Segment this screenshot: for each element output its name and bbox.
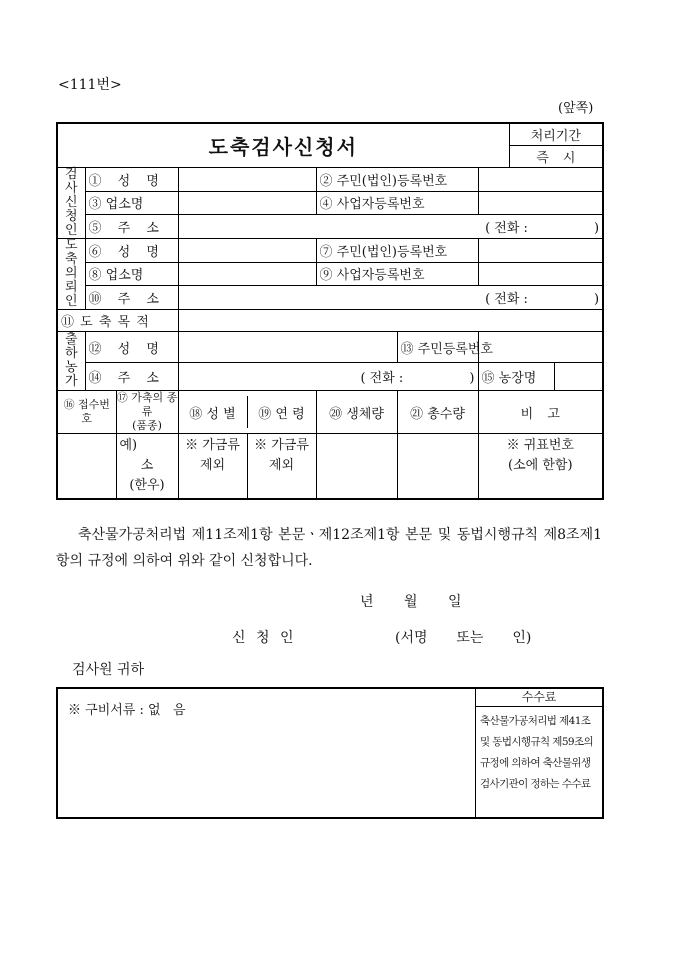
applicant-name-field[interactable] [178, 168, 316, 192]
col-head-count: ㉑ 총수량 [397, 391, 478, 434]
applicant-phone[interactable]: ( 전화 : ) [178, 215, 603, 239]
age-note: ※ 가금류 [254, 438, 309, 453]
requester-reg-no-field[interactable] [478, 239, 603, 263]
farm-owner-name-label: ⑫ 성 명 [85, 332, 178, 363]
col-species-sub: (품종) [132, 419, 162, 432]
col-remarks: 비 고 [478, 391, 603, 434]
col-receipt-no: ⑯ 접수번호 [57, 391, 116, 434]
col-species-label: ⑰ 가축의 종류 [116, 391, 178, 418]
requester-biz-reg-field[interactable] [478, 262, 603, 286]
shipping-farm-label: 출 하 농 가 [57, 332, 85, 391]
applicant-reg-no-field[interactable] [478, 168, 603, 192]
declaration-text [56, 522, 602, 574]
applicant-biz-reg-label: ④ 사업자등록번호 [316, 191, 478, 215]
application-date: 년 월 일 [360, 594, 462, 610]
col-species [116, 391, 178, 434]
sex-note: ※ 가금류 [185, 438, 240, 453]
age-note-2: 제외 [268, 458, 295, 473]
applicant-reg-no-label: ② 주민(법인)등록번호 [316, 168, 478, 192]
processing-period-label: 처리기간 [509, 123, 603, 146]
live-weight-cell[interactable] [316, 434, 397, 500]
declaration-paragraph: 축산물가공처리법 제11조제1항 본문ㆍ제12조제1항 본문 및 동법시행규칙 제8조제1항의 규정에 의하여 위와 같이 신청합니다. [56, 527, 602, 569]
form-number: <111번> [58, 77, 122, 93]
species-example-cell [116, 434, 178, 500]
col-live-weight: ⑳ 생체량 [316, 391, 397, 434]
fee-description: 축산물가공처리법 제41조 및 동법시행규칙 제59조의 규정에 의하여 축산물위생검사기관이 정하는 수수료 [480, 715, 594, 790]
requester-biz-reg-label: ⑨ 사업자등록번호 [316, 262, 478, 286]
requester-business-field[interactable] [178, 262, 316, 286]
sex-note-2: 제외 [199, 458, 226, 473]
farm-address-label: ⑭ 주 소 [85, 363, 178, 391]
receipt-no-cell[interactable] [57, 434, 116, 500]
species-example-breed: (한우) [129, 478, 165, 493]
requester-reg-no-label: ⑦ 주민(법인)등록번호 [316, 239, 478, 263]
farm-owner-name-field[interactable] [178, 332, 397, 363]
species-example-name: 소 [140, 458, 154, 473]
applicant-label: 신 청 인 [232, 630, 294, 646]
farm-owner-reg-no-label: ⑬ 주민등록번호 [397, 332, 478, 363]
requester-name-label: ⑥ 성 명 [85, 239, 178, 263]
slaughter-purpose-field[interactable] [178, 310, 603, 332]
fee-title: 수수료 [476, 689, 602, 707]
addressee: 검사원 귀하 [72, 662, 145, 678]
sex-example-cell [179, 434, 248, 498]
requester-phone[interactable]: ( 전화 : ) [178, 286, 603, 310]
applicant-address-label: ⑤ 주 소 [85, 215, 178, 239]
slaughter-purpose-label: ⑪ 도 축 목 적 [57, 310, 178, 332]
col-sex-age [178, 391, 316, 434]
required-documents: ※ 구비서류 : 없 음 [68, 703, 186, 718]
application-form-table [56, 122, 604, 500]
species-example-prefix: 예) [119, 438, 138, 453]
applicant-name-label: ① 성 명 [85, 168, 178, 192]
age-example-cell [248, 434, 316, 498]
farm-phone[interactable]: ( 전화 : ) [178, 363, 478, 391]
remarks-note-2: (소에 한함) [508, 458, 573, 473]
attachments-box [56, 687, 604, 819]
head-count-cell[interactable] [397, 434, 478, 500]
form-title: 도축검사신청서 [57, 123, 509, 168]
signature-label: (서명 또는 인) [395, 630, 532, 646]
farm-name-label: ⑮ 농장명 [478, 363, 554, 391]
fee-box [475, 689, 602, 817]
slaughter-requester-label: 도 축 의 뢰 인 [57, 239, 85, 310]
farm-name-field[interactable] [554, 363, 603, 391]
applicant-biz-reg-field[interactable] [478, 191, 603, 215]
applicant-business-field[interactable] [178, 191, 316, 215]
requester-address-label: ⑩ 주 소 [85, 286, 178, 310]
remarks-cell [478, 434, 603, 500]
page-side-label: (앞쪽) [558, 101, 594, 116]
remarks-note: ※ 귀표번호 [506, 438, 574, 453]
applicant-business-label: ③ 업소명 [85, 191, 178, 215]
processing-period-value: 즉 시 [509, 146, 603, 168]
col-sex: ⑱ 성 별 [179, 396, 248, 428]
inspection-applicant-label: 검 사 신 청 인 [57, 168, 85, 239]
farm-owner-reg-no-field[interactable] [478, 332, 603, 363]
requester-business-label: ⑧ 업소명 [85, 262, 178, 286]
col-age: ⑲ 연 령 [258, 406, 305, 422]
requester-name-field[interactable] [178, 239, 316, 263]
sex-age-example-cell [178, 434, 316, 500]
